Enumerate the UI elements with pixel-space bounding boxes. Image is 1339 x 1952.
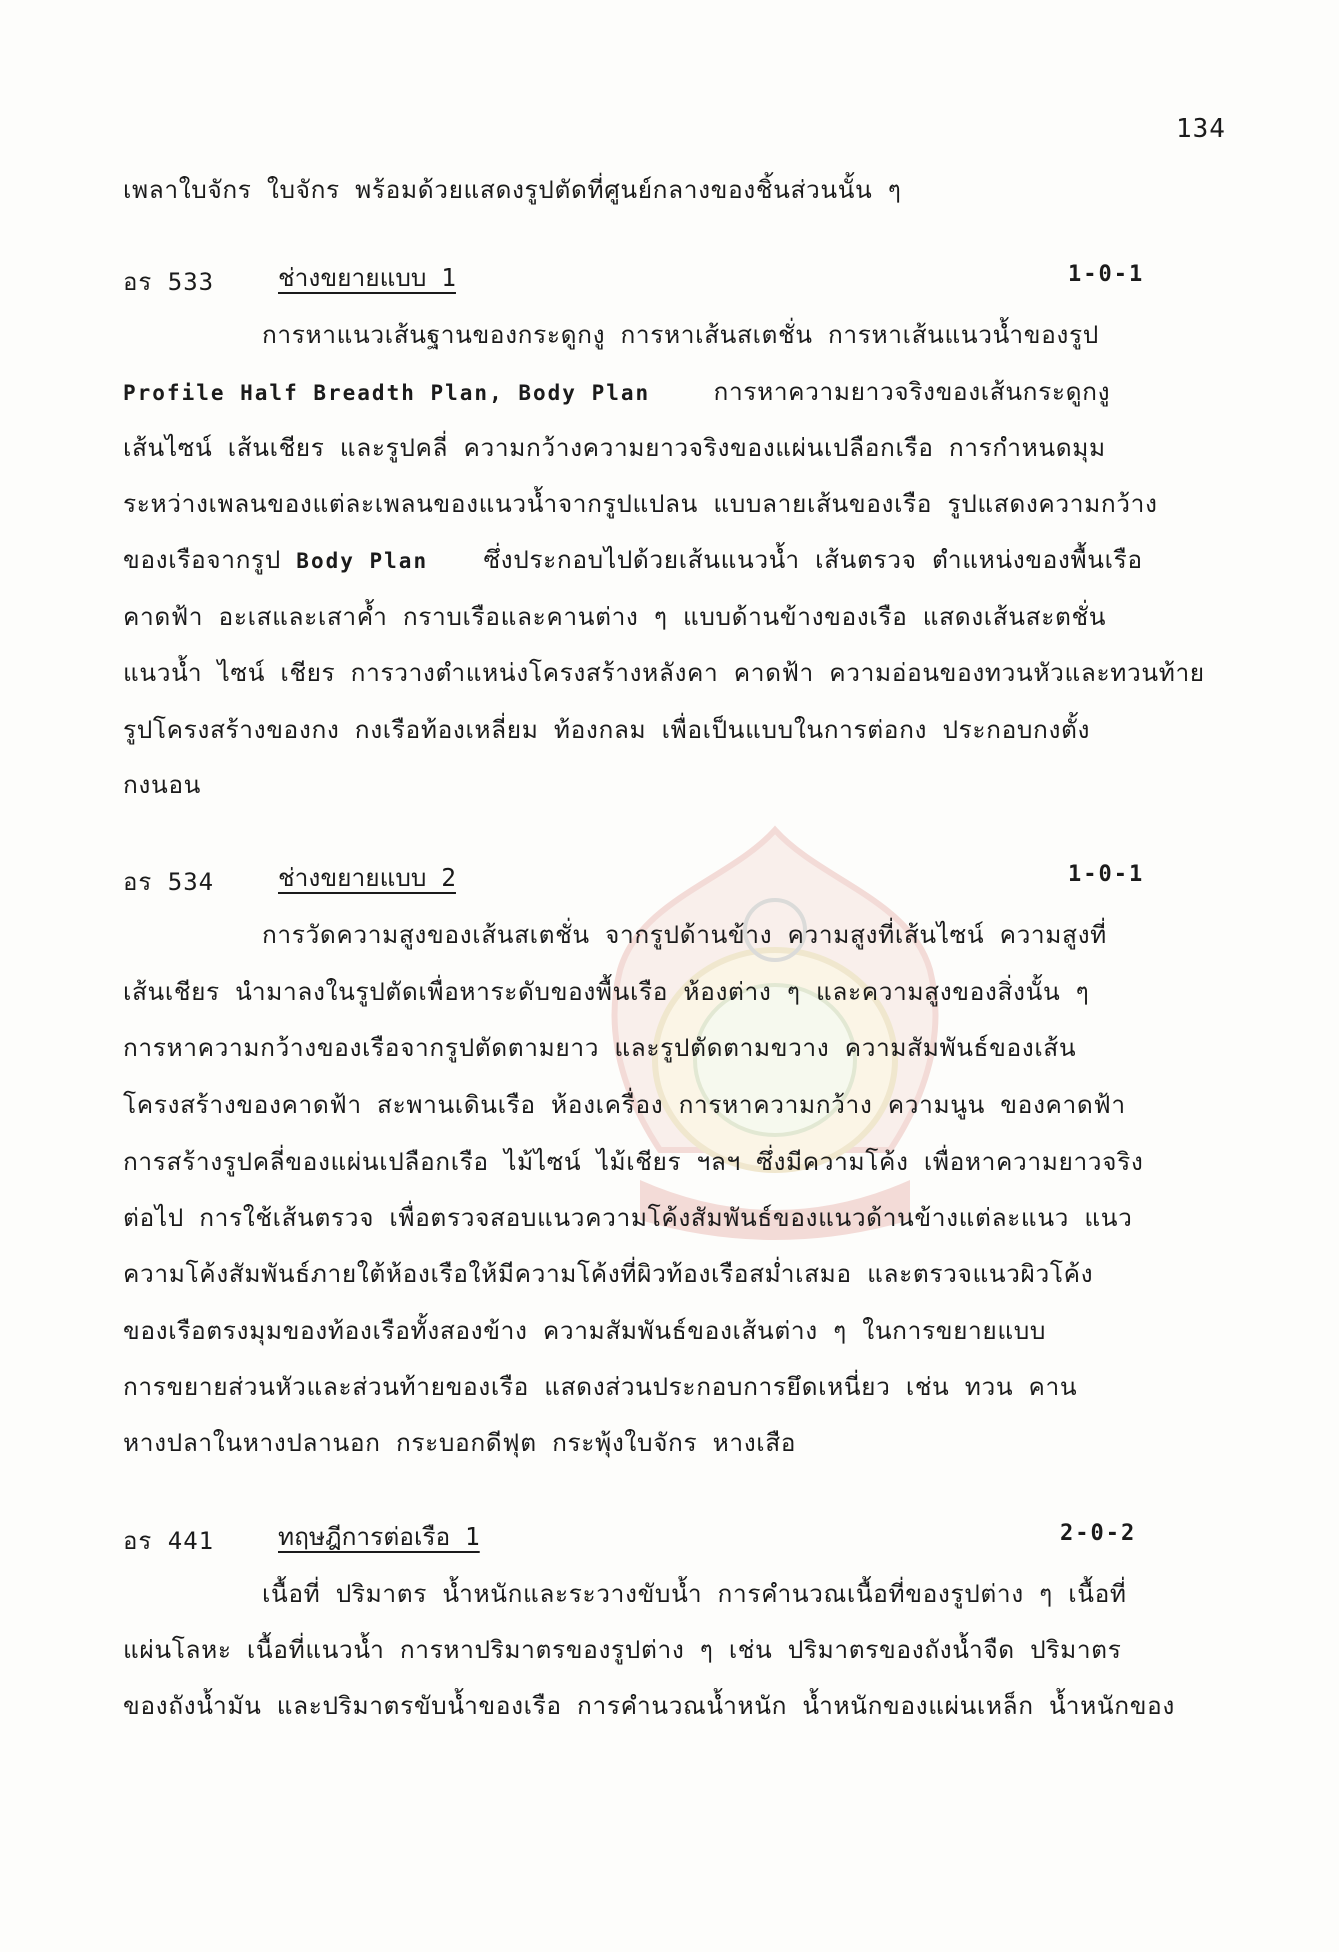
description-line: ระหว่างเพลนของแต่ละเพลนของแนวน้ำจากรูปแปลน แบบลายเส้นของเรือ รูปแสดงความกว้าง	[123, 489, 1158, 518]
description-line: การวัดความสูงของเส้นสเตชั่น จากรูปด้านข้าง ความสูงที่เส้นไซน์ ความสูงที่	[262, 920, 1107, 949]
course-credits: 1-0-1	[1068, 262, 1145, 287]
intro-line: เพลาใบจักร ใบจักร พร้อมด้วยแสดงรูปตัดที่ศูนย์กลางของชิ้นส่วนนั้น ๆ	[123, 175, 902, 204]
description-line: การขยายส่วนหัวและส่วนท้ายของเรือ แสดงส่วนประกอบการยึดเหนี่ยว เช่น ทวน คาน	[123, 1372, 1078, 1401]
description-line: กงนอน	[123, 770, 202, 799]
description-line: คาดฟ้า อะเสและเสาค้ำ กราบเรือและคานต่าง ๆ แบบด้านข้างของเรือ แสดงเส้นสะตชั่น	[123, 602, 1107, 631]
description-line: เส้นไซน์ เส้นเชียร และรูปคลี่ ความกว้างความยาวจริงของแผ่นเปลือกเรือ การกำหนดมุม	[123, 433, 1106, 462]
description-line: แนวน้ำ ไซน์ เชียร การวางตำแหน่งโครงสร้างหลังคา คาดฟ้า ความอ่อนของทวนหัวและทวนท้าย	[123, 658, 1205, 687]
course-title: ทฤษฎีการต่อเรือ 1	[278, 1522, 480, 1551]
thai-text: ซึ่งประกอบไปด้วยเส้นแนวน้ำ เส้นตรวจ ตำแหน่งของพื้นเรือ	[483, 545, 1143, 574]
course-title: ช่างขยายแบบ 2	[278, 863, 456, 892]
latin-text: Profile Half Breadth Plan, Body Plan	[123, 381, 651, 405]
course-code: อร 534	[123, 868, 215, 896]
description-line: หางปลาในหางปลานอก กระบอกดีฟุต กระพุ้งใบจักร หางเสือ	[123, 1428, 797, 1457]
description-line: ของเรือตรงมุมของท้องเรือทั้งสองข้าง ความสัมพันธ์ของเส้นต่าง ๆ ในการขยายแบบ	[123, 1316, 1047, 1345]
description-line-mixed	[123, 540, 1143, 579]
description-line: เส้นเชียร นำมาลงในรูปตัดเพื่อหาระดับของพื้นเรือ ห้องต่าง ๆ และความสูงของสิ่งนั้น ๆ	[123, 977, 1090, 1006]
description-line: โครงสร้างของคาดฟ้า สะพานเดินเรือ ห้องเครื่อง การหาความกว้าง ความนูน ของคาดฟ้า	[123, 1090, 1126, 1119]
thai-text: ของเรือจากรูป	[123, 545, 281, 574]
description-line-mixed	[123, 372, 1110, 411]
description-line: ความโค้งสัมพันธ์ภายใต้ห้องเรือให้มีความโค้งที่ผิวท้องเรือสม่ำเสมอ และตรวจแนวผิวโค้ง	[123, 1259, 1094, 1288]
description-line: ของถังน้ำมัน และปริมาตรขับน้ำของเรือ การคำนวณน้ำหนัก น้ำหนักของแผ่นเหล็ก น้ำหนักของ	[123, 1691, 1175, 1720]
latin-text: Body Plan	[296, 549, 429, 573]
course-credits: 1-0-1	[1068, 862, 1145, 887]
course-title: ช่างขยายแบบ 1	[278, 263, 456, 292]
thai-text: การหาความยาวจริงของเส้นกระดูกงู	[713, 377, 1111, 406]
description-line: การหาความกว้างของเรือจากรูปตัดตามยาว และรูปตัดตามขวาง ความสัมพันธ์ของเส้น	[123, 1033, 1077, 1062]
course-code: อร 441	[123, 1527, 215, 1555]
page-number: 134	[1176, 114, 1226, 144]
description-line: การสร้างรูปคลี่ของแผ่นเปลือกเรือ ไม้ไซน์ ไม้เชียร ฯลฯ ซึ่งมีความโค้ง เพื่อหาความยาวจริง	[123, 1147, 1144, 1176]
course-credits: 2-0-2	[1060, 1521, 1137, 1546]
description-line: เนื้อที่ ปริมาตร น้ำหนักและระวางขับน้ำ การคำนวณเนื้อที่ของรูปต่าง ๆ เนื้อที่	[262, 1579, 1127, 1608]
description-line: รูปโครงสร้างของกง กงเรือท้องเหลี่ยม ท้องกลม เพื่อเป็นแบบในการต่อกง ประกอบกงตั้ง	[123, 715, 1091, 744]
description-line: ต่อไป การใช้เส้นตรวจ เพื่อตรวจสอบแนวความโค้งสัมพันธ์ของแนวด้านข้างแต่ละแนว แนว	[123, 1203, 1133, 1232]
description-line: การหาแนวเส้นฐานของกระดูกงู การหาเส้นสเตชั่น การหาเส้นแนวน้ำของรูป	[262, 320, 1099, 349]
description-line: แผ่นโลหะ เนื้อที่แนวน้ำ การหาปริมาตรของรูปต่าง ๆ เช่น ปริมาตรของถังน้ำจืด ปริมาตร	[123, 1635, 1122, 1664]
course-code: อร 533	[123, 268, 215, 296]
